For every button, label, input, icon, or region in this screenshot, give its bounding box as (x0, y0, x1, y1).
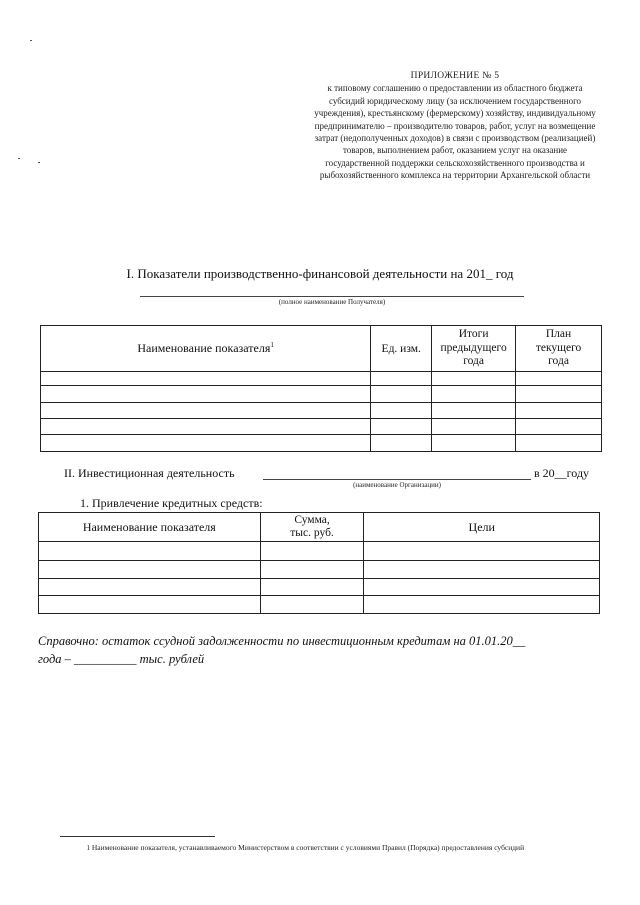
footnote-ref: 1 (270, 341, 274, 349)
table-cell[interactable] (516, 419, 602, 435)
footnote-mark: 1 (86, 844, 90, 852)
table-cell[interactable] (371, 372, 432, 386)
table-header-row (41, 326, 602, 372)
organization-caption: (наименование Организации) (353, 481, 441, 489)
table-cell[interactable] (260, 542, 364, 561)
reference-line: года – __________ тыс. рублей (38, 652, 205, 666)
table-cell[interactable] (432, 403, 516, 419)
table-cell[interactable] (371, 435, 432, 452)
header-cell: Ед. изм. (371, 326, 432, 372)
table-header-row (39, 513, 600, 542)
table-row (39, 542, 600, 561)
table-cell[interactable] (432, 386, 516, 403)
table-cell[interactable] (41, 419, 371, 435)
appendix-header (290, 70, 620, 182)
table-cell[interactable] (432, 372, 516, 386)
footnote (60, 843, 610, 854)
table-row (39, 561, 600, 579)
header-cell (516, 326, 602, 372)
header-cell (41, 326, 371, 372)
table-cell[interactable] (432, 435, 516, 452)
table-cell[interactable] (371, 403, 432, 419)
section1-title: I. Показатели производственно-финансовой деятельности на 201_ год (126, 266, 514, 281)
table-cell[interactable] (364, 561, 600, 579)
table-cell[interactable] (41, 386, 371, 403)
organization-name-field[interactable] (263, 479, 531, 480)
scan-speck (18, 158, 20, 159)
table-cell[interactable] (41, 372, 371, 386)
header-line: План (545, 328, 572, 341)
reference-note (38, 632, 608, 668)
table-row (41, 435, 602, 452)
credit-subsection-title: 1. Привлечение кредитных средств: (80, 496, 263, 510)
appendix-line: учреждения), крестьянскому (фермерскому) хозяйству, индивидуальному (314, 108, 596, 119)
table-cell[interactable] (39, 596, 261, 614)
table-cell[interactable] (260, 561, 364, 579)
table-cell[interactable] (41, 403, 371, 419)
appendix-line: предпринимателю – производителю товаров, работ, услуг на возмещение (314, 120, 596, 131)
table-cell[interactable] (260, 596, 364, 614)
appendix-line: рыбохозяйственного комплекса на территории Архангельской области (319, 170, 591, 181)
header-line: тыс. руб. (290, 527, 334, 539)
table-cell[interactable] (41, 435, 371, 452)
header-line: текущего (535, 341, 582, 354)
table-row (39, 596, 600, 614)
table-row (41, 386, 602, 403)
year-label: в 20__году (534, 466, 590, 480)
table-cell[interactable] (364, 579, 600, 596)
appendix-line: государственной поддержки сельскохозяйственного производства и (325, 157, 585, 168)
table-cell[interactable] (371, 386, 432, 403)
appendix-line: к типовому соглашению о предоставлении из областного бюджета (327, 83, 583, 94)
table-cell[interactable] (39, 561, 261, 579)
header-line: года (548, 355, 569, 368)
recipient-caption: (полное наименование Получателя) (278, 298, 386, 306)
table-cell[interactable] (516, 386, 602, 403)
table-cell[interactable] (39, 579, 261, 596)
table-row (41, 372, 602, 386)
credit-table (38, 512, 600, 614)
header-line: предыдущего (440, 341, 507, 354)
scan-speck (38, 162, 40, 163)
appendix-title: ПРИЛОЖЕНИЕ № 5 (410, 71, 500, 81)
header-cell (260, 513, 364, 542)
section2-title: II. Инвестиционная деятельность (64, 466, 235, 480)
header-line: Сумма, (294, 514, 330, 526)
indicators-table (40, 325, 602, 452)
table-row (41, 403, 602, 419)
table-cell[interactable] (364, 596, 600, 614)
recipient-name-field[interactable] (140, 296, 524, 297)
appendix-line: затрат (недополученных доходов) в связи с производством (реализацией) (314, 133, 596, 144)
header-cell: Цели (364, 513, 600, 542)
table-cell[interactable] (516, 372, 602, 386)
table-cell[interactable] (516, 403, 602, 419)
table-cell[interactable] (371, 419, 432, 435)
scan-speck (30, 40, 32, 41)
table-cell[interactable] (260, 579, 364, 596)
table-cell[interactable] (39, 542, 261, 561)
header-cell (432, 326, 516, 372)
table-cell[interactable] (364, 542, 600, 561)
col-name-label: Наименование показателя (137, 341, 271, 355)
table-cell[interactable] (516, 435, 602, 452)
footnote-text: Наименование показателя, устанавливаемого Министерством в соответствии с условиями Правил (Порядка) предоставления субсидий (91, 843, 525, 852)
footnote-separator (60, 836, 215, 837)
header-line: Итоги (458, 328, 489, 341)
appendix-line: субсидий юридическому лицу (за исключением государственного (328, 95, 582, 106)
header-line: года (463, 355, 485, 368)
table-cell[interactable] (432, 419, 516, 435)
table-row (41, 419, 602, 435)
reference-line: Справочно: остаток ссудной задолженности по инвестиционным кредитам на 01.01.20__ (38, 634, 526, 648)
appendix-line: товаров, выполнением работ, оказанием услуг на оказание (342, 145, 568, 156)
table-row (39, 579, 600, 596)
header-cell: Наименование показателя (39, 513, 261, 542)
